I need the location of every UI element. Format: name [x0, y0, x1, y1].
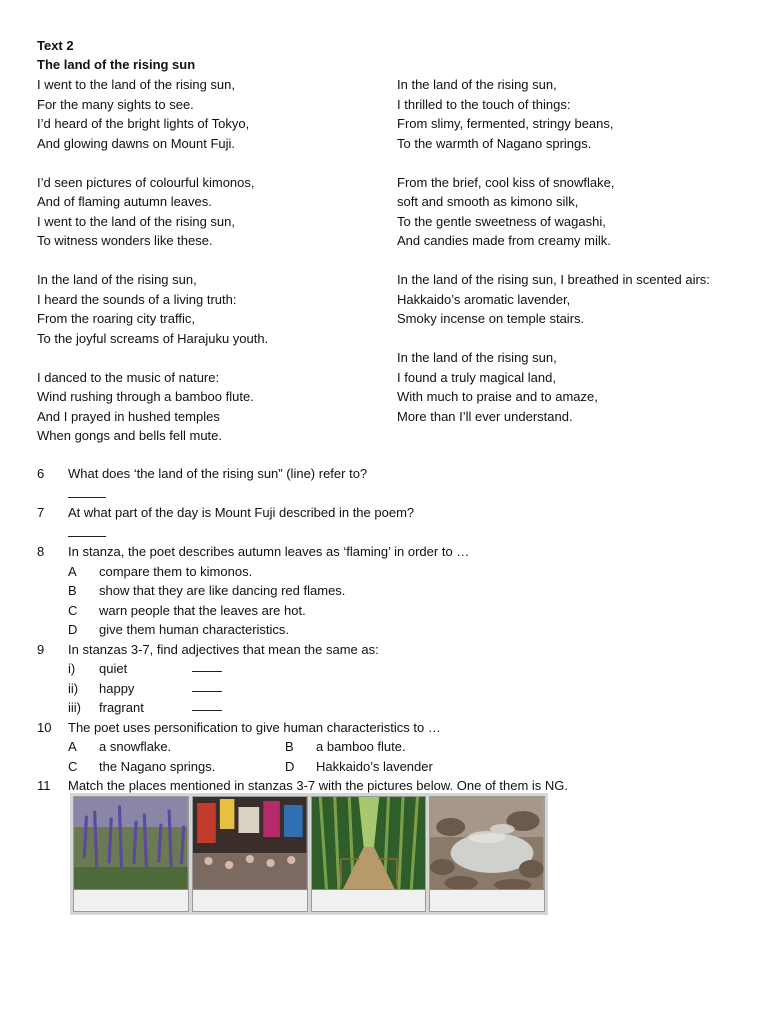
option-text: Hakkaido’s lavender [316, 758, 433, 774]
option-text: the Nagano springs. [99, 758, 216, 774]
question-text: Match the places mentioned in stanzas 3-7 with the pictures below. One of them is NG. [68, 778, 569, 793]
poem-line: Hakkaido’s aromatic lavender, [397, 291, 571, 307]
item-label: iii) [68, 700, 81, 715]
poem-right-column [397, 75, 732, 446]
stanza-5 [397, 75, 732, 153]
stanza-3 [37, 270, 377, 348]
poem-line: I found a truly magical land, [397, 369, 556, 385]
option-c[interactable] [68, 601, 737, 621]
adjective-item [68, 659, 737, 679]
answer-blank[interactable] [68, 524, 106, 537]
question-number: 11 [37, 778, 51, 793]
stanza-2 [37, 173, 377, 251]
option-text: compare them to kimonos. [99, 563, 253, 579]
poem-line: From the roaring city traffic, [37, 311, 195, 326]
item-word: happy [99, 680, 135, 696]
answer-box[interactable] [312, 889, 426, 911]
poem-line: From the brief, cool kiss of snowflake, [397, 174, 615, 190]
option-c[interactable] [68, 757, 285, 777]
stanza-8 [397, 348, 732, 426]
option-text: warn people that the leaves are hot. [99, 602, 306, 618]
option-text: give them human characteristics. [99, 622, 290, 637]
question-10 [37, 718, 737, 777]
poem-line: I went to the land of the rising sun, [37, 77, 236, 92]
city-street-picture [193, 797, 307, 889]
answer-blank[interactable] [192, 698, 222, 711]
poem-line: In the land of the rising sun, [397, 350, 557, 365]
option-label: C [68, 758, 78, 774]
answer-blank[interactable] [68, 485, 106, 498]
option-label: D [68, 622, 78, 637]
question-6 [37, 464, 737, 503]
poem-line: When gongs and bells fell mute. [37, 428, 222, 443]
text-label: Text 2 [37, 38, 74, 53]
item-label: ii) [68, 680, 79, 696]
answer-blank[interactable] [192, 679, 222, 692]
option-label: A [68, 563, 77, 579]
option-label: D [285, 758, 295, 774]
poem-line: Smoky incense on temple stairs. [397, 311, 585, 326]
option-text: a bamboo flute. [316, 739, 406, 754]
option-d[interactable] [285, 757, 502, 777]
adjective-item [68, 698, 737, 718]
question-text: The poet uses personification to give human characteristics to … [68, 719, 441, 735]
poem-line: Wind rushing through a bamboo flute. [37, 389, 254, 404]
question-number: 10 [37, 719, 52, 735]
answer-box[interactable] [430, 889, 544, 911]
stanza-1 [37, 75, 377, 153]
picture-card [311, 796, 427, 912]
lavender-field-picture [74, 797, 188, 889]
item-label: i) [68, 661, 76, 676]
poem-line: From slimy, fermented, stringy beans, [397, 116, 614, 131]
stanza-7 [397, 270, 732, 329]
picture-card [192, 796, 308, 912]
option-text: show that they are like dancing red flames. [99, 583, 346, 598]
item-word: quiet [99, 661, 128, 676]
poem-line: In the land of the rising sun, I breathed in scented airs: [397, 272, 710, 287]
question-text: In stanzas 3-7, find adjectives that mean the same as: [68, 641, 379, 657]
question-number: 8 [37, 544, 45, 559]
poem-line: I danced to the music of nature: [37, 369, 220, 385]
question-number: 7 [37, 505, 45, 520]
question-text: In stanza, the poet describes autumn leaves as ‘flaming’ in order to … [68, 544, 470, 559]
question-number: 6 [37, 466, 45, 481]
poem-line: And glowing dawns on Mount Fuji. [37, 135, 236, 151]
poem-line: In the land of the rising sun, [37, 272, 197, 287]
option-label: A [68, 739, 77, 754]
poem-line: And I prayed in hushed temples [37, 408, 220, 424]
poem-line: I heard the sounds of a living truth: [37, 291, 237, 307]
answer-box[interactable] [193, 889, 307, 911]
answer-blank[interactable] [192, 659, 222, 672]
poem-line: For the many sights to see. [37, 96, 194, 112]
poem-line: And of flaming autumn leaves. [37, 194, 212, 209]
poem-line: With much to praise and to amaze, [397, 389, 598, 404]
poem-line: More than I’ll ever understand. [397, 408, 573, 424]
hot-spring-picture [430, 797, 544, 889]
option-text: a snowflake. [99, 739, 172, 754]
bamboo-forest-picture [312, 797, 426, 889]
poem-title: The land of the rising sun [37, 57, 196, 72]
question-text: What does ‘the land of the rising sun” (line) refer to? [68, 466, 368, 481]
stanza-4 [37, 368, 377, 446]
question-7 [37, 503, 737, 542]
picture-strip [70, 793, 548, 915]
option-label: C [68, 602, 78, 618]
item-word: fragrant [99, 700, 144, 715]
option-b[interactable] [68, 581, 737, 601]
poem-line: And candies made from creamy milk. [397, 233, 611, 248]
poem-line: In the land of the rising sun, [397, 77, 557, 92]
option-label: B [68, 583, 77, 598]
picture-card [73, 796, 189, 912]
poem-line: I’d seen pictures of colourful kimonos, [37, 174, 255, 190]
question-number: 9 [37, 641, 45, 657]
option-a[interactable] [68, 737, 285, 757]
poem-left-column [37, 75, 377, 465]
poem-line: To the joyful screams of Harajuku youth. [37, 330, 269, 346]
option-b[interactable] [285, 737, 502, 757]
picture-card [429, 796, 545, 912]
option-label: B [285, 739, 294, 754]
poem-line: soft and smooth as kimono silk, [397, 194, 579, 209]
option-d[interactable] [68, 620, 737, 640]
poem-line: I thrilled to the touch of things: [397, 96, 571, 112]
stanza-6 [397, 173, 732, 251]
questions-section [37, 464, 737, 796]
adjective-item [68, 679, 737, 699]
option-a[interactable] [68, 562, 737, 582]
question-9 [37, 640, 737, 718]
poem-line: To witness wonders like these. [37, 233, 213, 248]
poem-line: I’d heard of the bright lights of Tokyo, [37, 116, 250, 131]
poem-line: I went to the land of the rising sun, [37, 213, 236, 229]
question-text: At what part of the day is Mount Fuji described in the poem? [68, 505, 415, 520]
question-8 [37, 542, 737, 640]
poem-line: To the gentle sweetness of wagashi, [397, 213, 606, 229]
poem-line: To the warmth of Nagano springs. [397, 135, 592, 151]
answer-box[interactable] [74, 889, 188, 911]
